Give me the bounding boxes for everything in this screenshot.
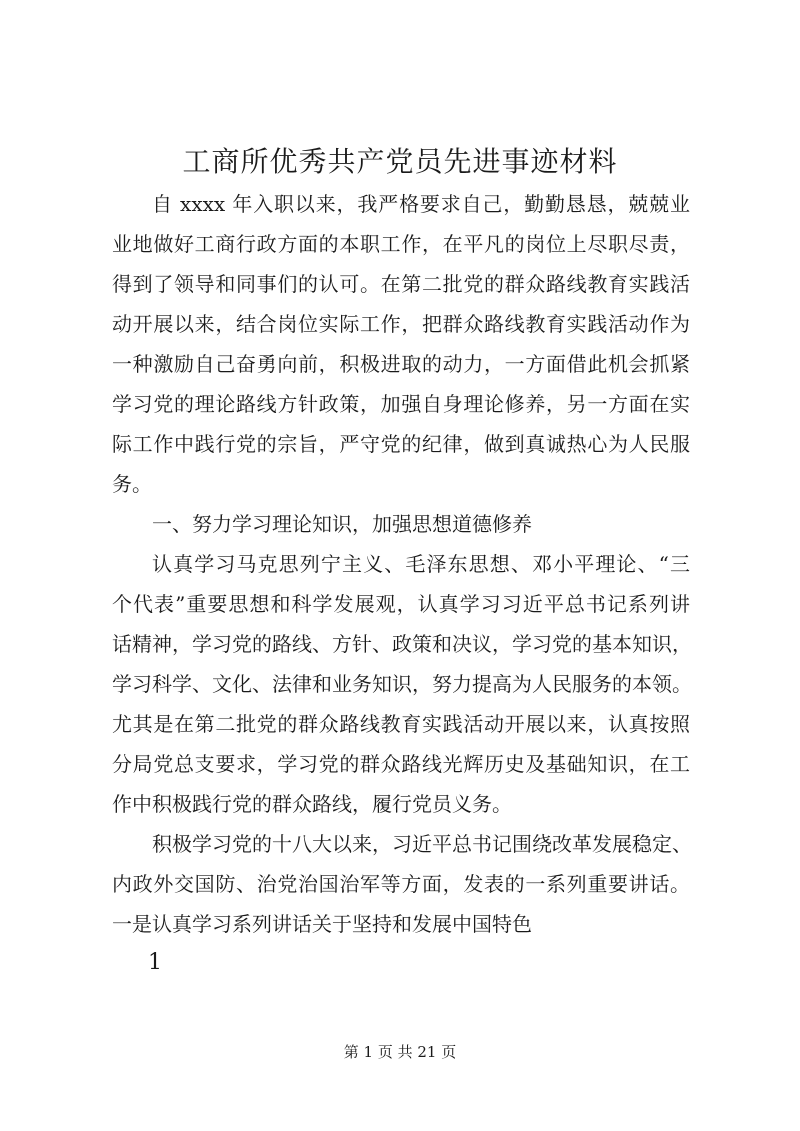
body-line: 话精神，学习党的路线、方针、政策和决议，学习党的基本知识， — [112, 632, 692, 656]
section-heading: 一、努力学习理论知识，加强思想道德修养 — [152, 512, 532, 536]
body-line: 作中积极践行党的群众路线，履行党员义务。 — [112, 792, 512, 816]
body-line: 内政外交国防、治党治国治军等方面，发表的一系列重要讲话。 — [112, 872, 690, 896]
page-footer: 第 1 页 共 21 页 — [343, 1043, 457, 1061]
body-line: 际工作中践行党的宗旨，严守党的纪律，做到真诚热心为人民服 — [112, 432, 690, 456]
body-line: 自 xxxx 年入职以来，我严格要求自己，勤勤恳恳，兢兢业 — [152, 192, 690, 216]
body-line: 分局党总支要求，学习党的群众路线光辉历史及基础知识，在工 — [112, 752, 690, 776]
document-title: 工商所优秀共产党员先进事迹材料 — [182, 145, 618, 178]
body-line: 个代表”重要思想和科学发展观，认真学习习近平总书记系列讲 — [112, 592, 690, 616]
inline-page-number: 1 — [148, 950, 162, 975]
body-line: 尤其是在第二批党的群众路线教育实践活动开展以来，认真按照 — [112, 712, 690, 736]
body-line: 一是认真学习系列讲话关于坚持和发展中国特色 — [112, 912, 532, 936]
body-line: 认真学习马克思列宁主义、毛泽东思想、邓小平理论、“三 — [152, 552, 690, 576]
body-line: 学习科学、文化、法律和业务知识，努力提高为人民服务的本领。 — [112, 672, 692, 696]
body-line: 务。 — [112, 472, 152, 496]
body-line: 动开展以来，结合岗位实际工作，把群众路线教育实践活动作为 — [112, 312, 690, 336]
body-line: 积极学习党的十八大以来，习近平总书记围绕改革发展稳定、 — [152, 832, 692, 856]
body-line: 业地做好工商行政方面的本职工作，在平凡的岗位上尽职尽责， — [112, 232, 690, 256]
body-line: 学习党的理论路线方针政策，加强自身理论修养，另一方面在实 — [112, 392, 690, 416]
document-body — [112, 184, 690, 944]
body-line: 一种激励自己奋勇向前，积极进取的动力，一方面借此机会抓紧 — [112, 352, 690, 376]
body-line: 得到了领导和同事们的认可。在第二批党的群众路线教育实践活 — [112, 272, 690, 296]
